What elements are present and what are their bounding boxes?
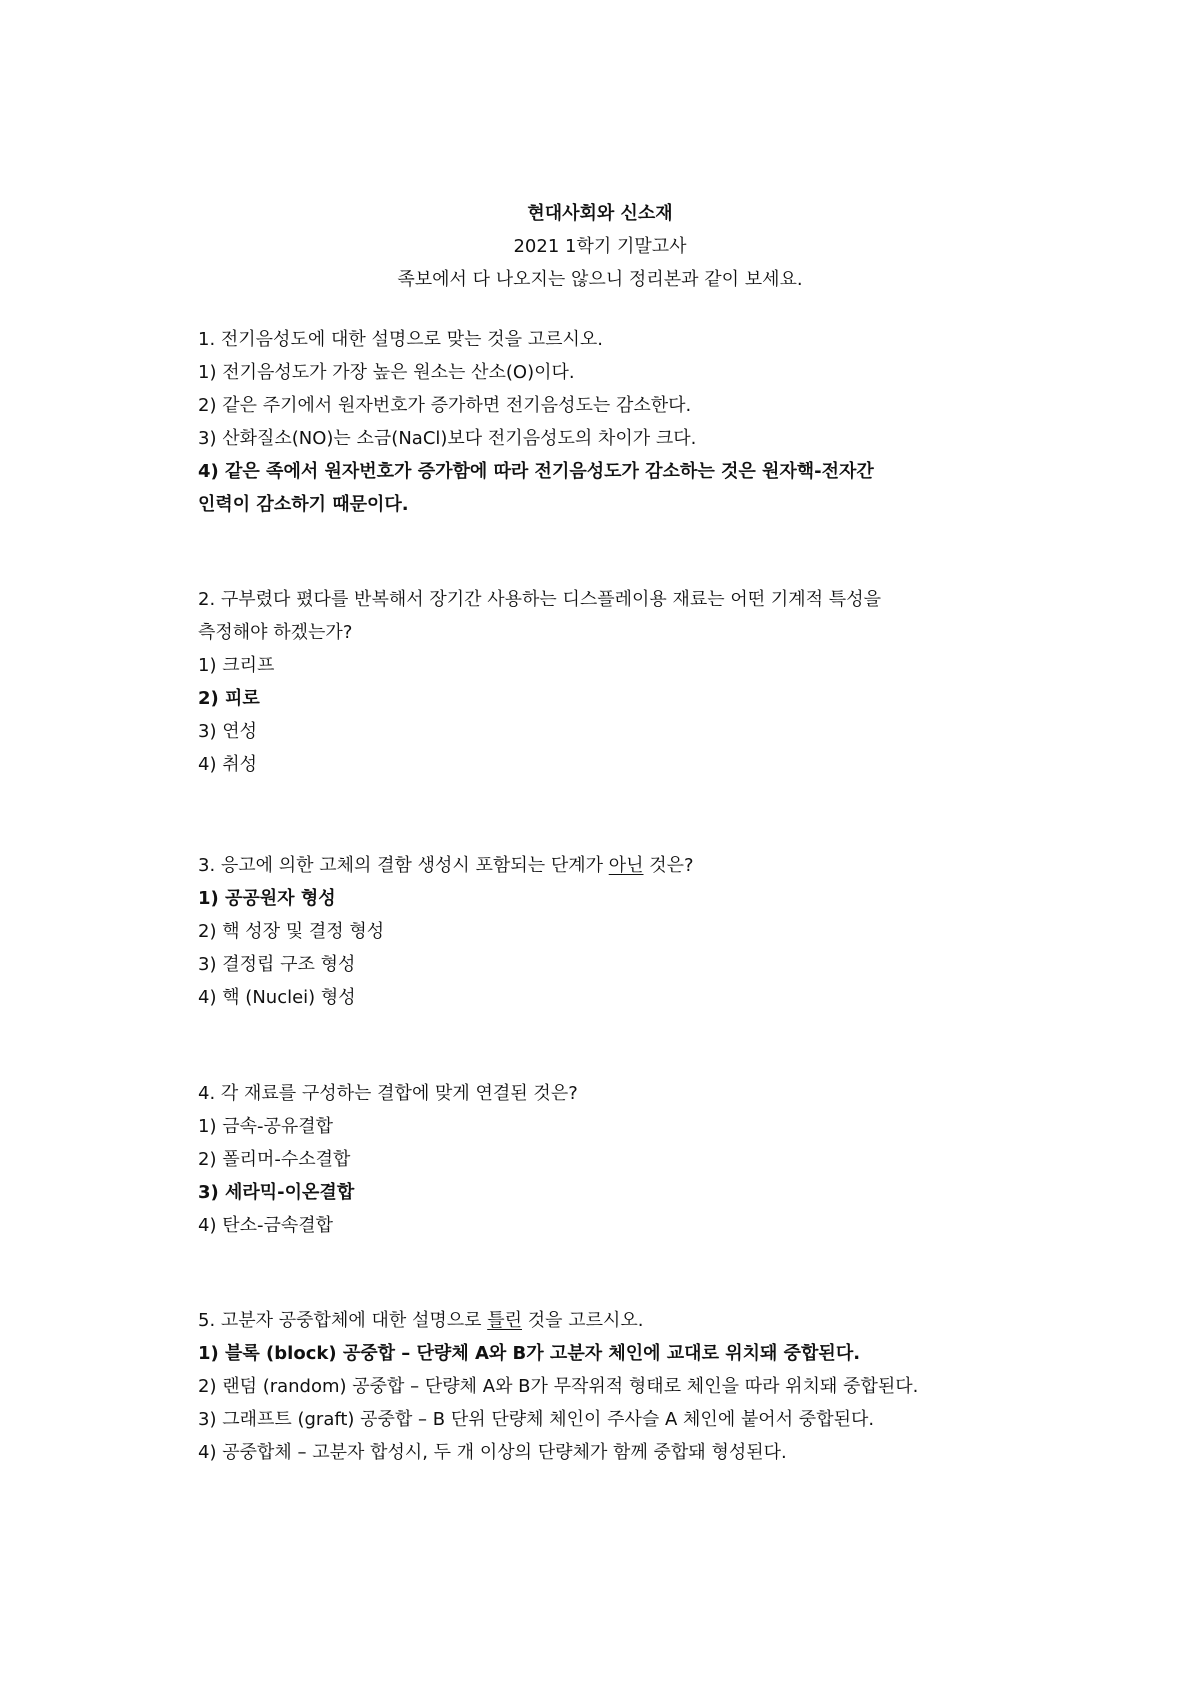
- q5-stem-pre: 5. 고분자 공중합체에 대한 설명으로: [198, 1310, 488, 1331]
- q1-option-4-answer-cont: 인력이 감소하기 때문이다.: [198, 494, 409, 515]
- q3-stem-emphasis: 아닌: [608, 855, 644, 876]
- q2-stem-cont: 측정해야 하겠는가?: [198, 622, 353, 643]
- q1-option-4-answer: 4) 같은 족에서 원자번호가 증가함에 따라 전기음성도가 감소하는 것은 원자핵-전자간: [198, 461, 874, 482]
- q3-option-4: 4) 핵 (Nuclei) 형성: [198, 987, 356, 1008]
- q3-stem: [198, 853, 694, 879]
- q2-option-1: 1) 크리프: [198, 655, 275, 676]
- q3-stem-pre: 3. 응고에 의한 고체의 결함 생성시 포함되는 단계가: [198, 855, 609, 876]
- q5-option-2: 2) 랜덤 (random) 공중합 – 단량체 A와 B가 무작위적 형태로 체인을 따라 위치돼 중합된다.: [198, 1376, 919, 1397]
- q5-option-3: 3) 그래프트 (graft) 공중합 – B 단위 단량체 체인이 주사슬 A 체인에 붙어서 중합된다.: [198, 1409, 875, 1430]
- q2-option-3: 3) 연성: [198, 721, 257, 742]
- q1-option-1: 1) 전기음성도가 가장 높은 원소는 산소(O)이다.: [198, 362, 575, 383]
- exam-note: 족보에서 다 나오지는 않으니 정리본과 같이 보세요.: [397, 269, 803, 290]
- q4-stem: 4. 각 재료를 구성하는 결합에 맞게 연결된 것은?: [198, 1083, 578, 1104]
- q4-option-2: 2) 폴리머-수소결합: [198, 1149, 351, 1170]
- q5-option-4: 4) 공중합체 – 고분자 합성시, 두 개 이상의 단량체가 함께 중합돼 형성된다.: [198, 1442, 787, 1463]
- q5-stem-emphasis: 틀린: [487, 1310, 522, 1331]
- q3-option-3: 3) 결정립 구조 형성: [198, 954, 356, 975]
- q1-stem: 1. 전기음성도에 대한 설명으로 맞는 것을 고르시오.: [198, 329, 603, 350]
- exam-term: 2021 1학기 기말고사: [513, 236, 687, 257]
- q4-option-1: 1) 금속-공유결합: [198, 1116, 334, 1137]
- q4-option-4: 4) 탄소-금속결합: [198, 1215, 334, 1236]
- q3-option-2: 2) 핵 성장 및 결정 형성: [198, 921, 385, 942]
- q5-stem-post: 것을 고르시오.: [522, 1310, 644, 1331]
- exam-title: 현대사회와 신소재: [527, 203, 673, 224]
- q4-option-3-answer: 3) 세라믹-이온결합: [198, 1182, 355, 1203]
- q3-option-1-answer: 1) 공공원자 형성: [198, 888, 336, 909]
- exam-header: [0, 197, 1200, 296]
- q2-option-4: 4) 취성: [198, 754, 257, 775]
- q2-option-2-answer: 2) 피로: [198, 688, 260, 709]
- q2-stem: 2. 구부렸다 폈다를 반복해서 장기간 사용하는 디스플레이용 재료는 어떤 기계적 특성을: [198, 589, 881, 610]
- q1-option-2: 2) 같은 주기에서 원자번호가 증가하면 전기음성도는 감소한다.: [198, 395, 692, 416]
- q5-option-1-answer: 1) 블록 (block) 공중합 – 단량체 A와 B가 고분자 체인에 교대로 위치돼 중합된다.: [198, 1343, 861, 1364]
- q3-stem-post: 것은?: [643, 855, 694, 876]
- q5-stem: [198, 1308, 644, 1334]
- q1-option-3: 3) 산화질소(NO)는 소금(NaCl)보다 전기음성도의 차이가 크다.: [198, 428, 697, 449]
